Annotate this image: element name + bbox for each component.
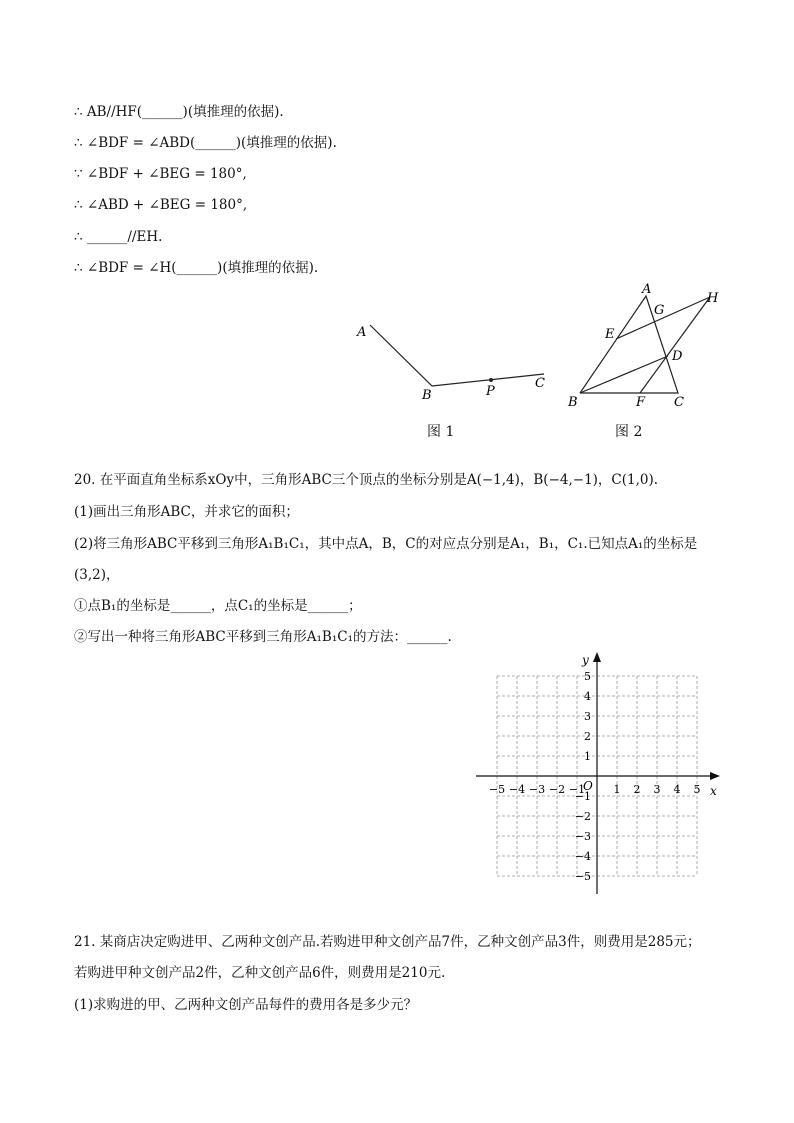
label-p: P [486, 384, 495, 399]
label-a: A [357, 325, 367, 340]
y-tick-label: −5 [574, 870, 591, 883]
proof-line-3: ∵ ∠BDF + ∠BEG = 180°, [74, 166, 247, 182]
y-tick-label: −3 [574, 830, 591, 843]
proof-line-1: ∴ AB//HF(______)(填推理的依据). [74, 104, 284, 120]
label-b: B [422, 388, 432, 403]
q20-part2a: (2)将三角形ABC平移到三角形A₁B₁C₁，其中点A，B，C的对应点分别是A₁，B₁，C₁.已知点A₁的坐标是 [74, 536, 698, 552]
proof-line-4: ∴ ∠ABD + ∠BEG = 180°, [74, 197, 248, 213]
point-p-dot [489, 378, 493, 382]
proof-line-6: ∴ ∠BDF = ∠H(______)(填推理的依据). [74, 260, 319, 276]
y-tick-label: 5 [584, 670, 591, 683]
figure-1-angle [370, 325, 544, 386]
label-d: D [672, 349, 683, 364]
label-h: H [707, 291, 719, 306]
origin-label: O [583, 779, 593, 793]
x-tick-label: −1 [568, 783, 586, 796]
label-g: G [654, 303, 665, 318]
proof-line-5: ∴ ______//EH. [74, 229, 163, 245]
y-tick-label: 3 [584, 710, 591, 723]
q20-stem: 20. 在平面直角坐标系xOy中，三角形ABC三个顶点的坐标分别是A(−1,4)，B(−4,−1)，C(1,0). [74, 472, 659, 488]
x-axis-label: x [710, 784, 717, 798]
q20-sub1: ①点B₁的坐标是______，点C₁的坐标是______； [74, 598, 362, 614]
y-tick-label: −1 [574, 790, 591, 803]
x-axis-arrow [710, 772, 720, 780]
x-tick-label: −2 [548, 783, 566, 796]
x-tick-label: 1 [613, 783, 621, 796]
y-tick-label: 1 [584, 750, 591, 763]
x-tick-label: −4 [508, 783, 526, 796]
figure-1-caption: 图 1 [427, 424, 455, 440]
y-tick-label: −4 [574, 850, 591, 863]
x-tick-label: 4 [673, 783, 681, 796]
y-tick-label: 4 [584, 690, 591, 703]
y-tick-label: 2 [584, 730, 591, 743]
label-c: C [674, 395, 684, 410]
label-b: B [568, 395, 578, 410]
q21-line1: 21. 某商店决定购进甲、乙两种文创产品.若购进甲种文创产品7件，乙种文创产品3件，则费用是285元； [74, 934, 701, 950]
x-tick-label: 3 [653, 783, 661, 796]
proof-line-2: ∴ ∠BDF = ∠ABD(______)(填推理的依据). [74, 135, 337, 151]
label-f: F [636, 395, 646, 410]
y-axis-label: y [582, 653, 589, 667]
q20-part1: (1)画出三角形ABC，并求它的面积； [74, 504, 299, 520]
figure-1 [340, 315, 570, 410]
label-c: C [535, 376, 545, 391]
x-tick-label: 2 [633, 783, 641, 796]
label-e: E [605, 327, 615, 342]
q21-line2: 若购进甲种文创产品2件，乙种文创产品6件，则费用是210元. [74, 965, 446, 981]
q20-part2b: (3,2)， [74, 567, 120, 583]
x-tick-label: −5 [488, 783, 506, 796]
x-tick-label: −3 [528, 783, 546, 796]
q20-sub2: ②写出一种将三角形ABC平移到三角形A₁B₁C₁的方法：______. [74, 629, 452, 645]
y-axis-arrow [593, 652, 601, 662]
figure-2 [560, 280, 730, 415]
x-tick-label: 5 [693, 783, 701, 796]
coordinate-grid [470, 648, 730, 898]
figure-2-caption: 图 2 [615, 424, 643, 440]
q21-part1: (1)求购进的甲、乙两种文创产品每件的费用各是多少元？ [74, 997, 418, 1013]
label-a: A [642, 282, 652, 297]
y-tick-label: −2 [574, 810, 591, 823]
